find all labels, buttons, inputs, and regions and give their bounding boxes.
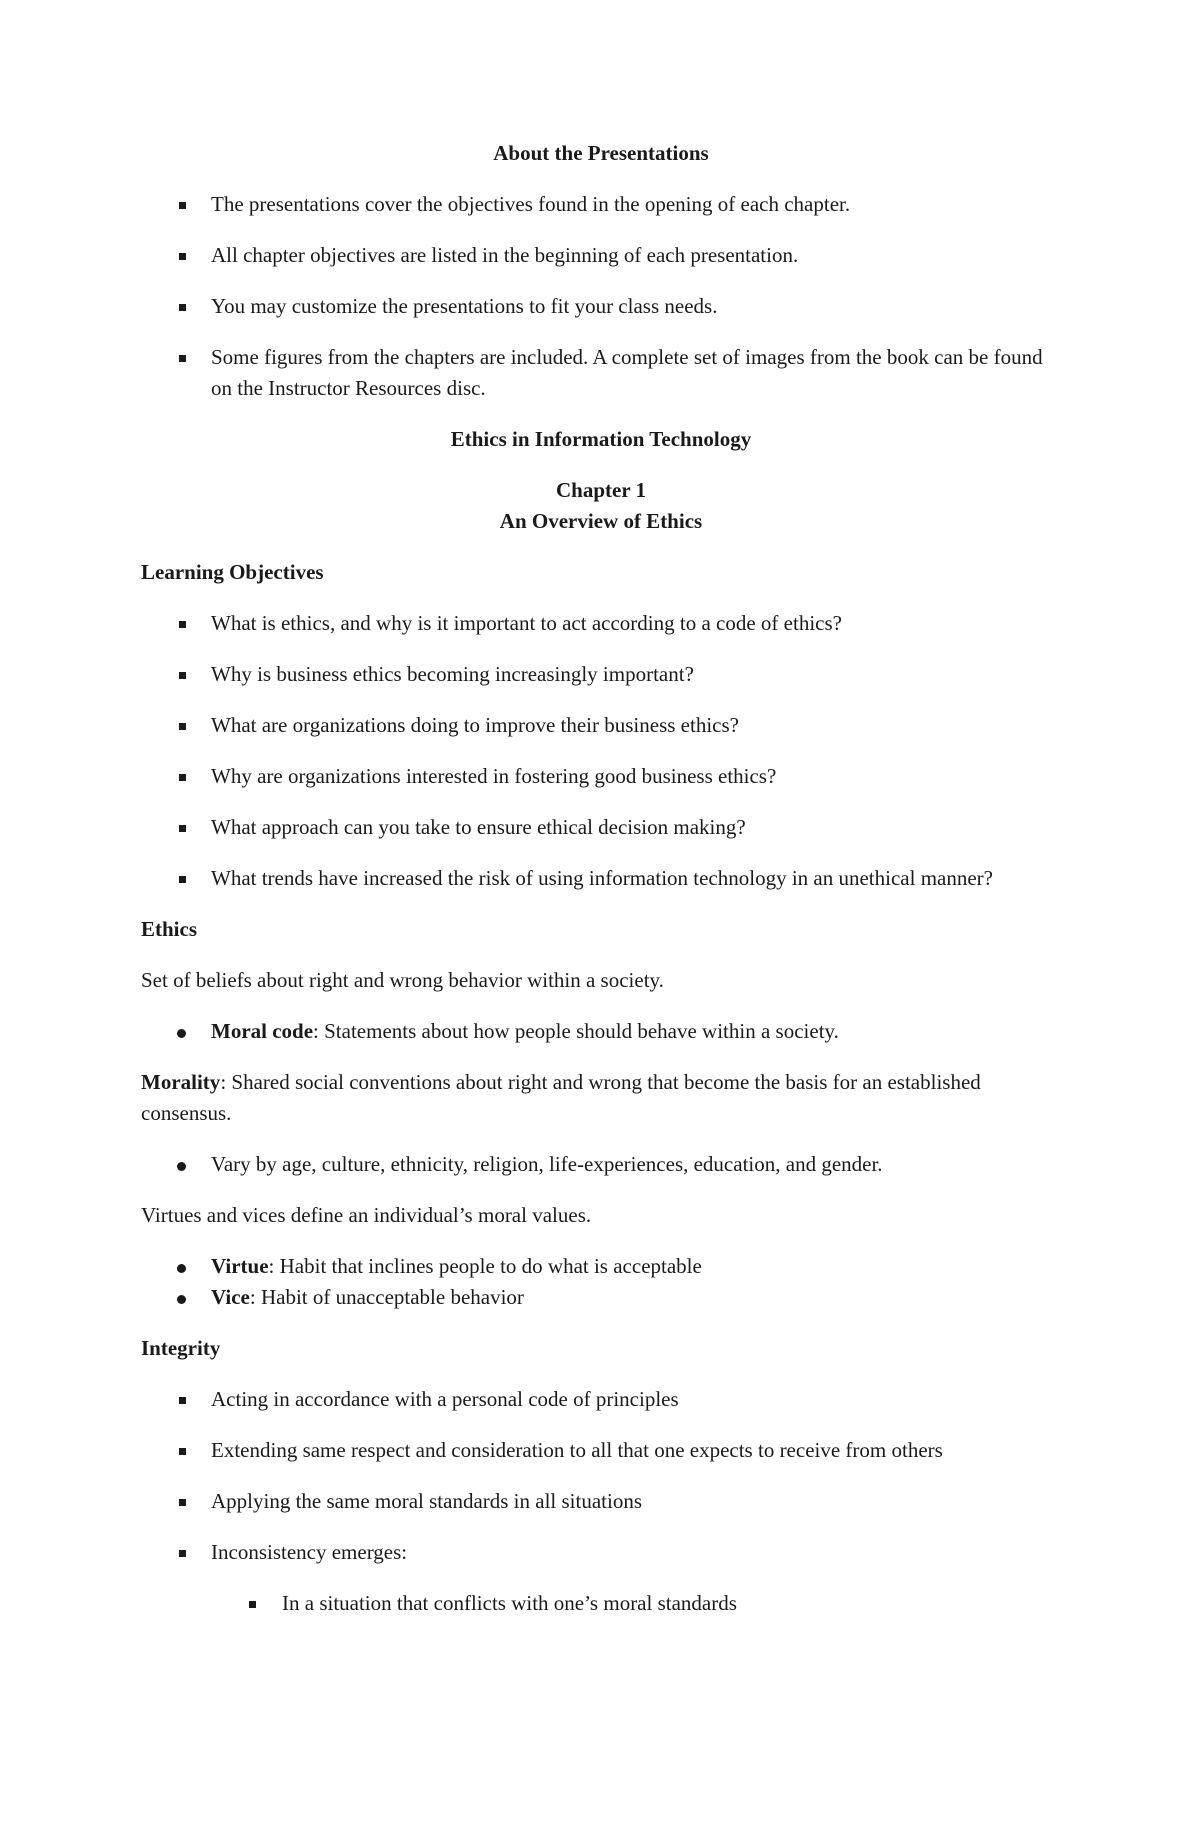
moral-code-text: : Statements about how people should behave within a society. xyxy=(313,1019,839,1043)
vice-text: : Habit of unacceptable behavior xyxy=(249,1285,524,1309)
virtue-term: Virtue xyxy=(211,1254,269,1278)
virtue-vice-list xyxy=(141,1251,1061,1313)
integrity-sub-list xyxy=(141,1588,1061,1619)
about-list xyxy=(141,189,1061,404)
virtues-intro: Virtues and vices define an individual’s moral values. xyxy=(141,1203,592,1227)
list-item: The presentations cover the objectives found in the opening of each chapter. xyxy=(141,189,1061,220)
chapter-number: Chapter 1 xyxy=(555,478,647,502)
learning-objectives-list xyxy=(141,608,1061,894)
list-item: Extending same respect and consideration to all that one expects to receive from others xyxy=(141,1435,1061,1466)
list-item: In a situation that conflicts with one’s moral standards xyxy=(141,1588,1061,1619)
list-item: What is ethics, and why is it important to act according to a code of ethics? xyxy=(141,608,1061,639)
learning-objectives-heading: Learning Objectives xyxy=(141,560,324,584)
vice-term: Vice xyxy=(211,1285,250,1309)
moral-code-list xyxy=(141,1016,1061,1047)
list-item: What trends have increased the risk of using information technology in an unethical manner? xyxy=(141,863,1061,894)
list-item: Why is business ethics becoming increasingly important? xyxy=(141,659,1061,690)
list-item: Vary by age, culture, ethnicity, religion, life-experiences, education, and gender. xyxy=(141,1149,1061,1180)
list-item: Why are organizations interested in fostering good business ethics? xyxy=(141,761,1061,792)
morality-text: : Shared social conventions about right and wrong that become the basis for an established consensus. xyxy=(141,1070,981,1125)
integrity-heading: Integrity xyxy=(141,1336,221,1360)
ethics-definition: Set of beliefs about right and wrong behavior within a society. xyxy=(141,968,664,992)
list-item: What are organizations doing to improve their business ethics? xyxy=(141,710,1061,741)
about-title: About the Presentations xyxy=(493,141,709,165)
chapter-name: An Overview of Ethics xyxy=(499,509,703,533)
document-page xyxy=(141,138,1061,1639)
moral-code-term: Moral code xyxy=(211,1019,314,1043)
list-item: Acting in accordance with a personal code of principles xyxy=(141,1384,1061,1415)
morality-term: Morality xyxy=(141,1070,221,1094)
list-item: Some figures from the chapters are included. A complete set of images from the book can be found on the Instructor Resources disc. xyxy=(141,342,1061,404)
virtue-text: : Habit that inclines people to do what is acceptable xyxy=(268,1254,702,1278)
list-item: Inconsistency emerges: xyxy=(141,1537,1061,1568)
morality-paragraph xyxy=(141,1067,1061,1129)
ethics-heading: Ethics xyxy=(141,917,198,941)
list-item xyxy=(141,1282,1061,1313)
list-item: What approach can you take to ensure ethical decision making? xyxy=(141,812,1061,843)
book-title: Ethics in Information Technology xyxy=(450,427,752,451)
list-item: Applying the same moral standards in all situations xyxy=(141,1486,1061,1517)
list-item: All chapter objectives are listed in the beginning of each presentation. xyxy=(141,240,1061,271)
integrity-list xyxy=(141,1384,1061,1568)
list-item xyxy=(141,1016,1061,1047)
list-item: You may customize the presentations to fit your class needs. xyxy=(141,291,1061,322)
list-item xyxy=(141,1251,1061,1282)
vary-list xyxy=(141,1149,1061,1180)
